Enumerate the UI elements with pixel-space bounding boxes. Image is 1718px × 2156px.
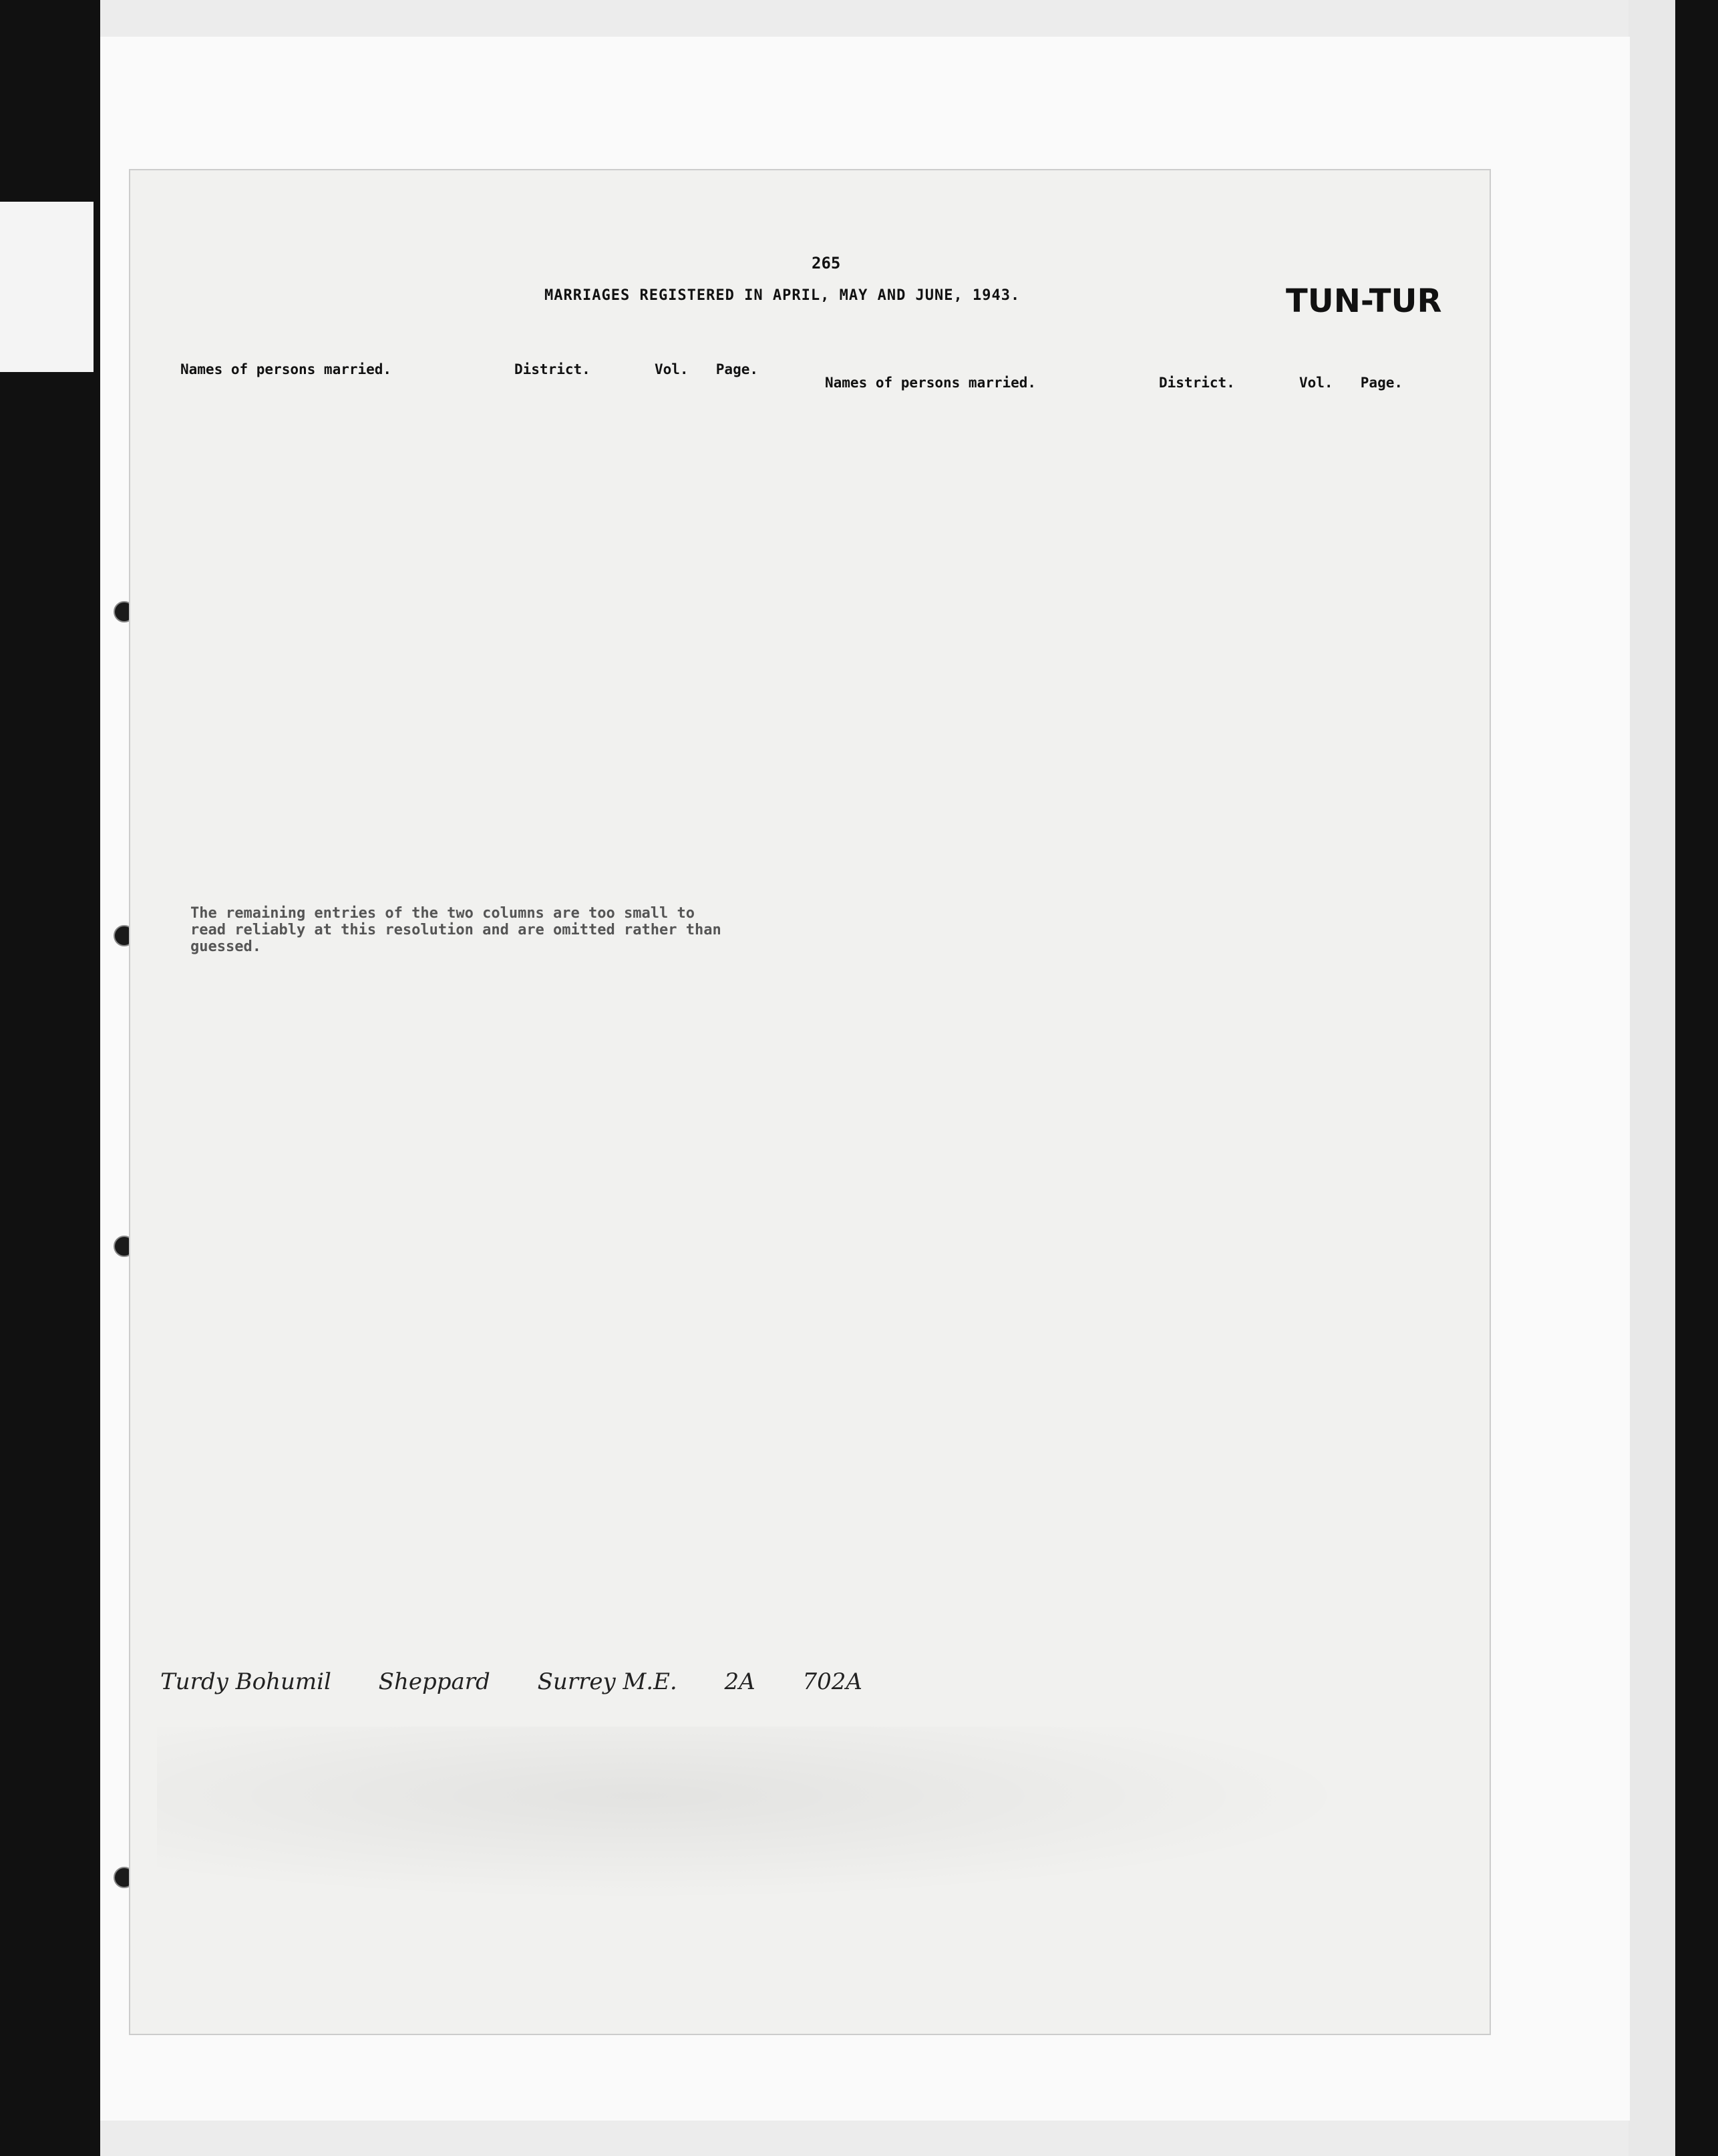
header-district: District. [1159, 375, 1235, 391]
register-page [130, 170, 1490, 2034]
header-page: Page. [715, 361, 758, 377]
header-names: Names of persons married. [180, 361, 392, 377]
header-district: District. [514, 361, 590, 377]
handwritten-district: Surrey M.E. [537, 1668, 677, 1695]
handwritten-vol: 2A [724, 1668, 755, 1695]
surname-range: TUN-TUR [1286, 283, 1442, 320]
omitted-entries-note: The remaining entries of the two columns are too small to read reliably at this resolution and are omitted rather than guessed. [190, 905, 721, 955]
header-page: Page. [1360, 375, 1403, 391]
header-vol: Vol. [1299, 375, 1333, 391]
handwritten-entry [160, 1668, 902, 1695]
handwritten-spouse: Sheppard [378, 1668, 490, 1695]
paper-edge-right [1628, 0, 1675, 2156]
paper-tab [0, 202, 94, 372]
left-column [180, 351, 822, 383]
left-column-header [180, 351, 822, 377]
handwritten-page: 702A [802, 1668, 862, 1695]
page-title: MARRIAGES REGISTERED IN APRIL, MAY AND JUNE, 1943. [544, 287, 1021, 304]
handwritten-name: Turdy Bohumil [160, 1668, 331, 1695]
right-column-header [825, 364, 1466, 391]
bleed-through-smudge [157, 1727, 1359, 1900]
page-number: 265 [812, 254, 841, 273]
header-names: Names of persons married. [825, 375, 1037, 391]
header-vol: Vol. [655, 361, 689, 377]
right-column [825, 364, 1466, 396]
